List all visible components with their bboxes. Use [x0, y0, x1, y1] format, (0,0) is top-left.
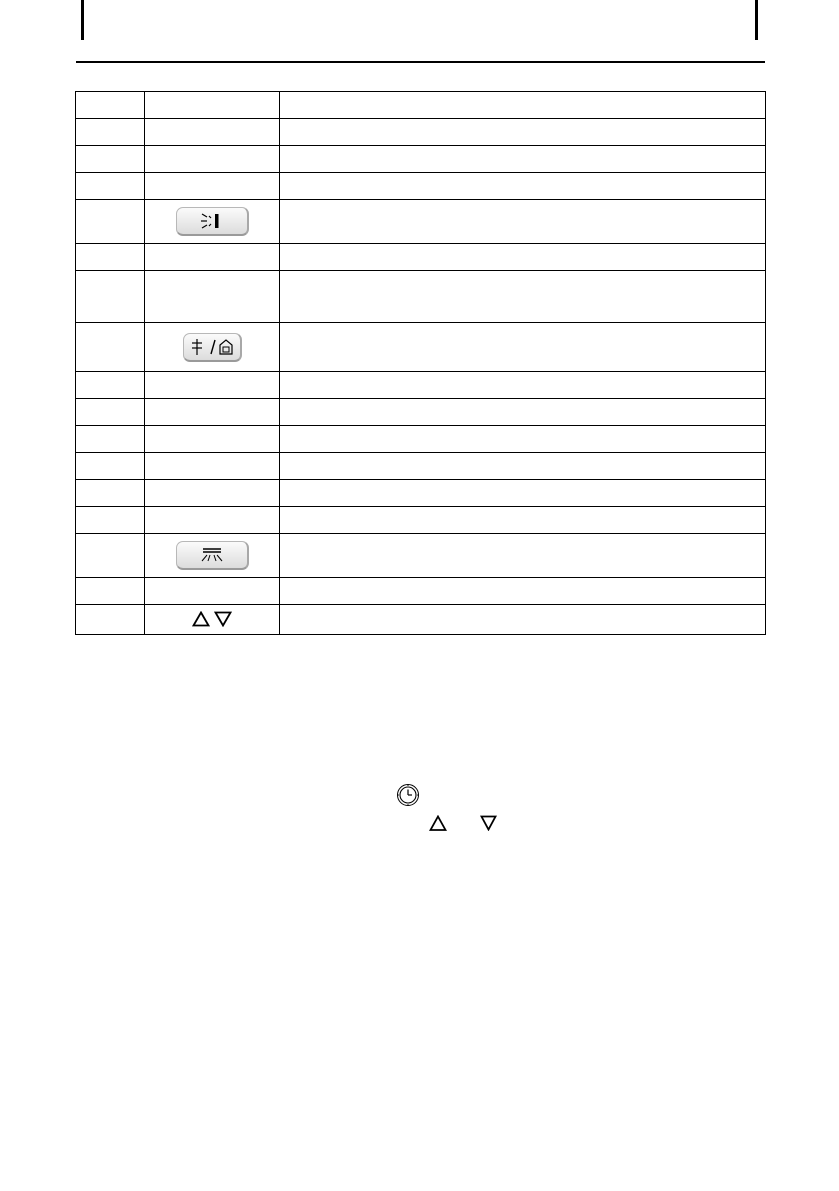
down-triangle-icon — [480, 815, 497, 831]
button-cell — [145, 534, 280, 578]
function-cell — [280, 173, 766, 200]
button-cell — [145, 480, 280, 507]
function-cell — [280, 323, 766, 372]
row-number — [76, 200, 145, 244]
button-cell — [145, 426, 280, 453]
function-cell — [280, 605, 766, 635]
up-triangle-icon — [429, 815, 447, 832]
button-cell — [145, 507, 280, 534]
function-cell — [280, 399, 766, 426]
row-number — [76, 323, 145, 372]
function-cell — [280, 271, 766, 323]
row-number — [76, 146, 145, 173]
table-row — [76, 92, 766, 119]
button-cell — [145, 399, 280, 426]
swing-button-icon — [176, 541, 249, 570]
function-cell — [280, 244, 766, 271]
row-number — [76, 507, 145, 534]
row-number — [76, 578, 145, 605]
crop-mark-right — [755, 0, 758, 40]
table-row — [76, 200, 766, 244]
table-row — [76, 453, 766, 480]
table-row — [76, 244, 766, 271]
row-number — [76, 453, 145, 480]
button-function-table — [75, 91, 766, 635]
button-cell — [145, 173, 280, 200]
table-row — [76, 323, 766, 372]
button-cell — [145, 372, 280, 399]
button-cell — [145, 605, 280, 635]
table-row — [76, 271, 766, 323]
row-number — [76, 605, 145, 635]
row-number — [76, 426, 145, 453]
row-number — [76, 173, 145, 200]
function-cell — [280, 507, 766, 534]
button-cell — [145, 146, 280, 173]
function-cell — [280, 480, 766, 507]
fresh-air-button-icon — [183, 333, 242, 362]
button-cell — [145, 578, 280, 605]
row-number — [76, 244, 145, 271]
light-button-icon — [176, 207, 249, 236]
button-cell — [145, 453, 280, 480]
table-row — [76, 426, 766, 453]
down-triangle-icon — [214, 611, 232, 627]
button-cell — [145, 200, 280, 244]
table-row — [76, 480, 766, 507]
table-row — [76, 507, 766, 534]
header-rule — [76, 61, 765, 63]
function-cell — [280, 453, 766, 480]
row-number — [76, 480, 145, 507]
function-cell — [280, 534, 766, 578]
row-number — [76, 399, 145, 426]
table-row — [76, 173, 766, 200]
clock-icon — [396, 783, 420, 807]
row-number — [76, 271, 145, 323]
function-cell — [280, 372, 766, 399]
row-number — [76, 119, 145, 146]
table-row — [76, 578, 766, 605]
button-cell — [145, 119, 280, 146]
button-cell — [145, 244, 280, 271]
row-number — [76, 534, 145, 578]
function-cell — [280, 146, 766, 173]
crop-mark-left — [81, 0, 84, 40]
up-triangle-icon — [192, 611, 210, 627]
table-row — [76, 605, 766, 635]
table-row — [76, 399, 766, 426]
function-cell — [280, 578, 766, 605]
row-number — [76, 372, 145, 399]
button-cell — [145, 271, 280, 323]
function-cell — [280, 119, 766, 146]
row-number — [76, 92, 145, 119]
function-cell — [280, 92, 766, 119]
button-cell — [145, 92, 280, 119]
table-row — [76, 119, 766, 146]
button-cell — [145, 323, 280, 372]
table-row — [76, 534, 766, 578]
function-cell — [280, 200, 766, 244]
function-cell — [280, 426, 766, 453]
table-row — [76, 372, 766, 399]
table-row — [76, 146, 766, 173]
